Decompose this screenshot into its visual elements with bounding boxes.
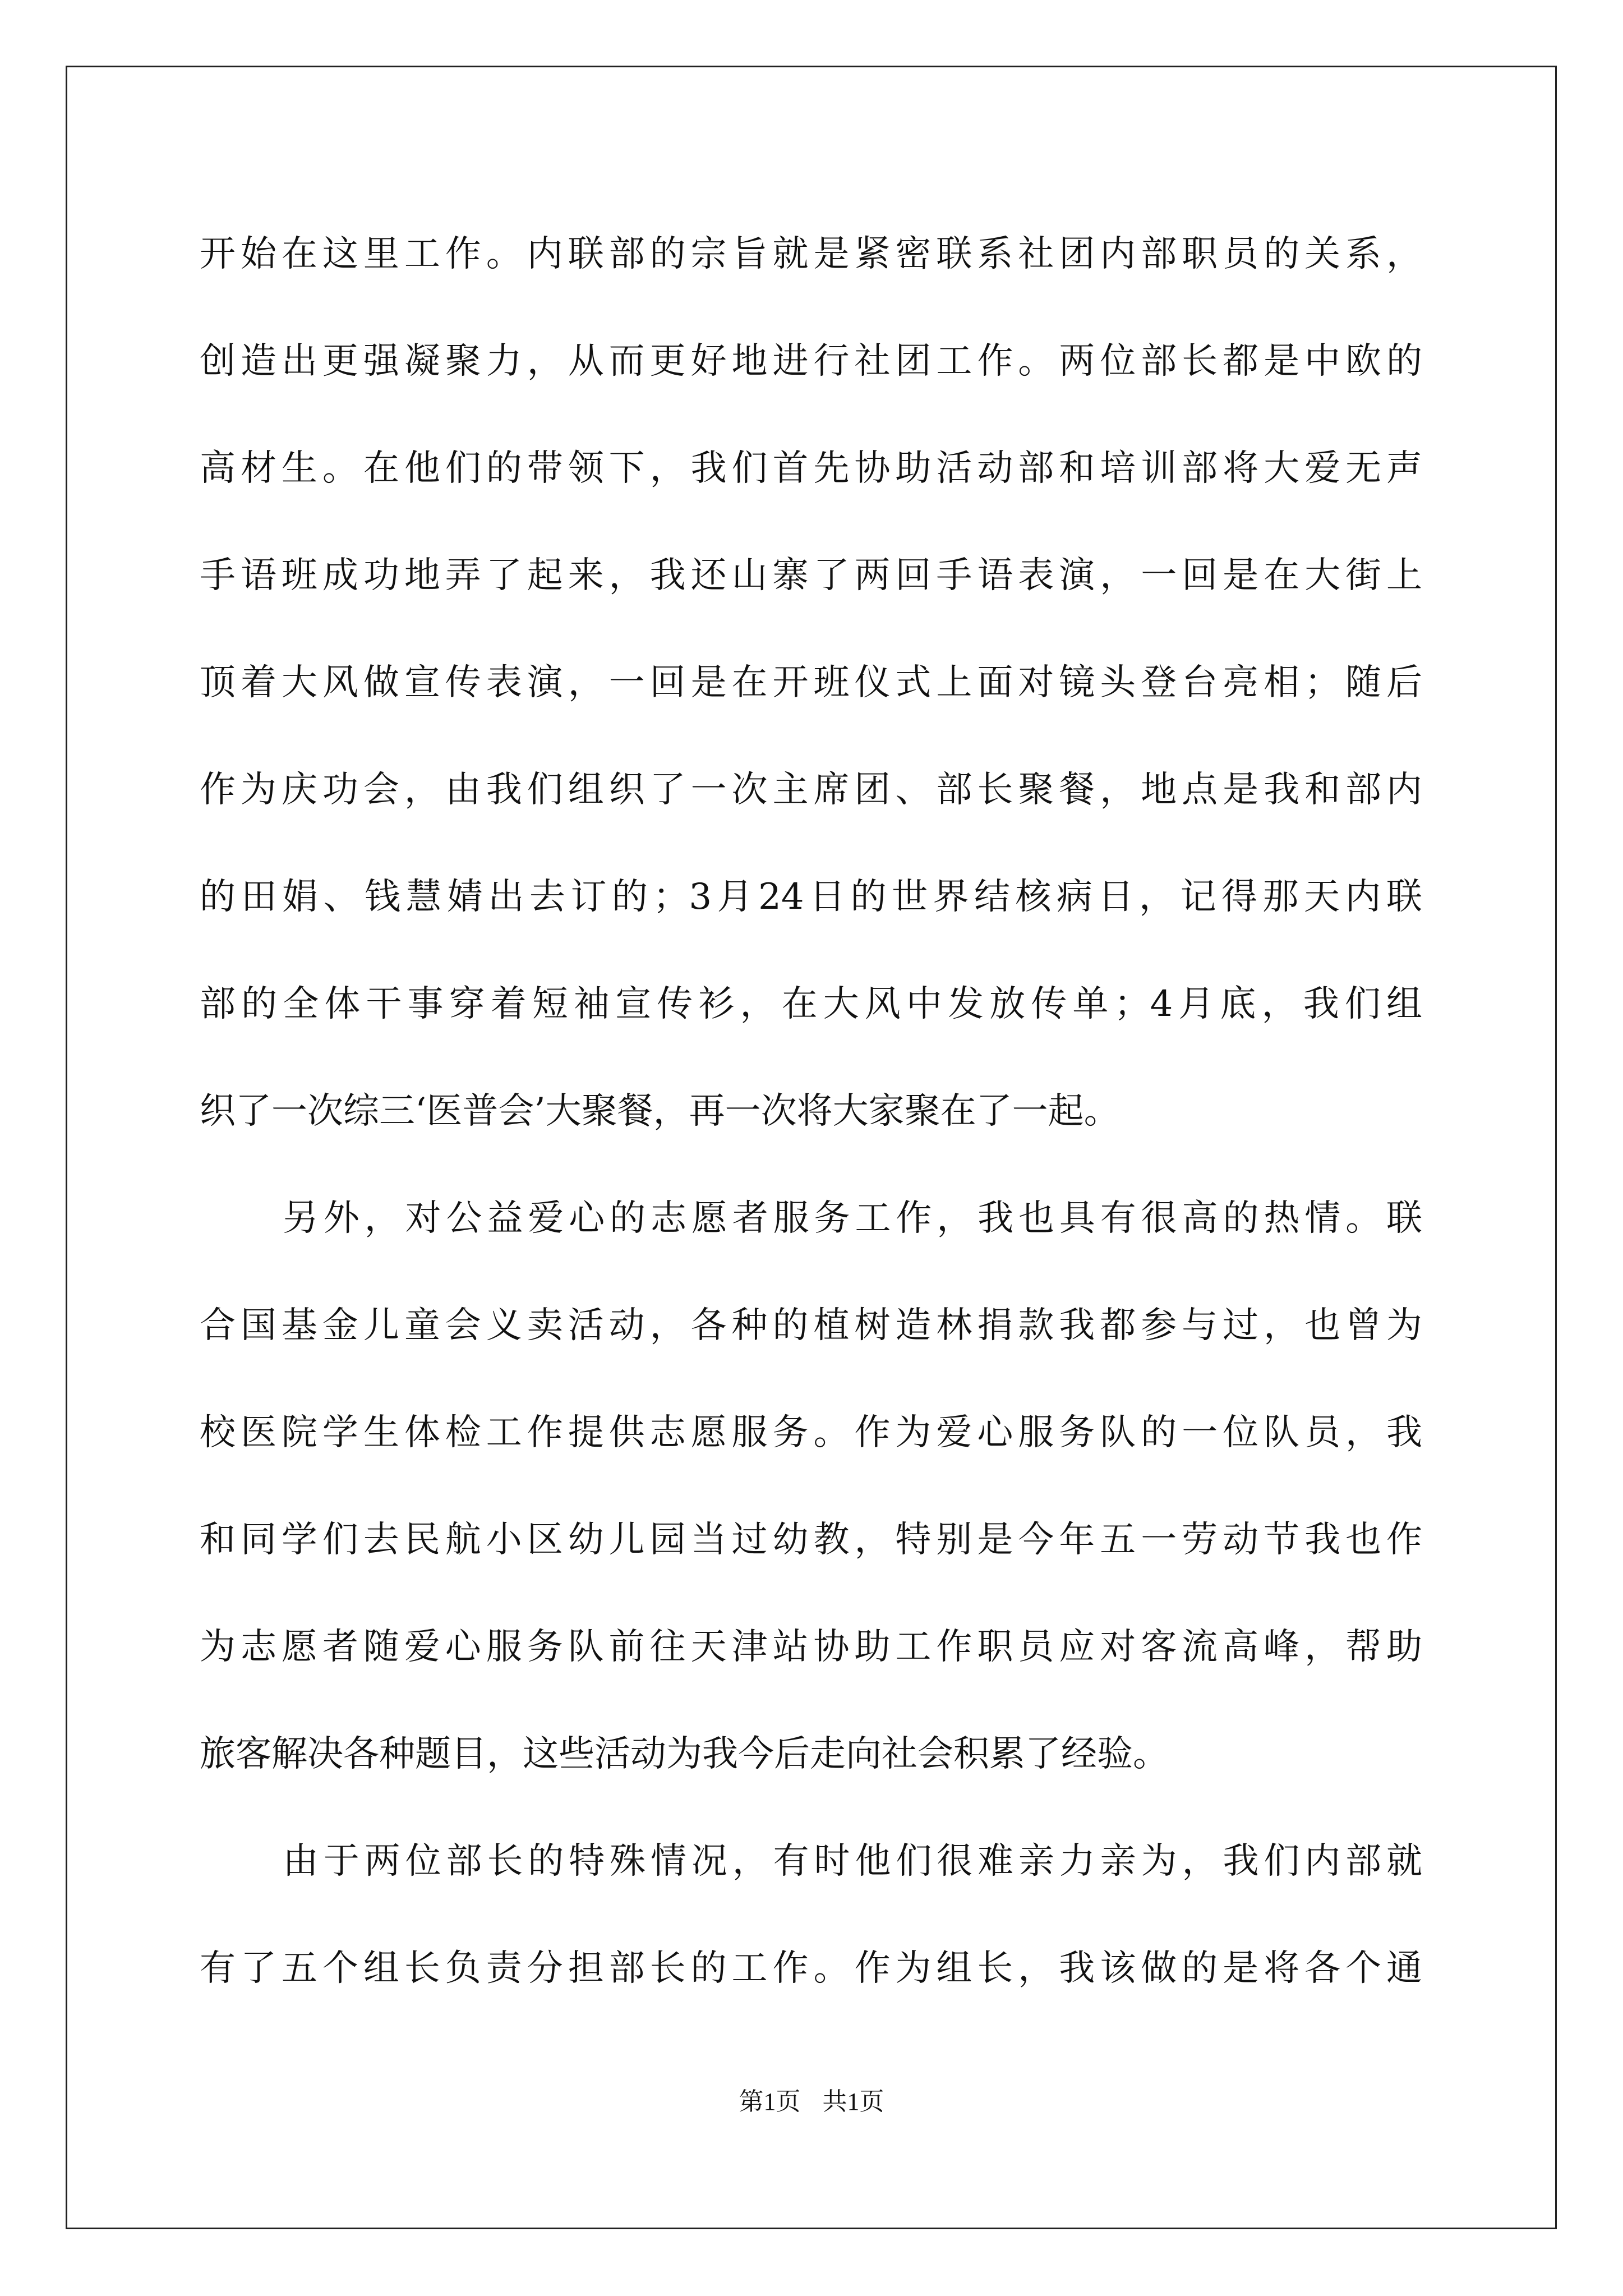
text-line: 织了一次综三‘医普会’大聚餐，再一次将大家聚在了一起。	[200, 1091, 1120, 1132]
text-line: 手语班成功地弄了起来，我还山寨了两回手语表演，一回是在大街上	[200, 555, 1422, 596]
text-line: 为志愿者随爱心服务队前往天津站协助工作职员应对客流高峰，帮助	[200, 1626, 1422, 1668]
text-line: 作为庆功会，由我们组织了一次主席团、部长聚餐，地点是我和部内	[200, 769, 1422, 811]
text-line: 顶着大风做宣传表演，一回是在开班仪式上面对镜头登台亮相；随后	[200, 662, 1422, 703]
page-number: 第1页	[739, 2088, 801, 2115]
text-line: 和同学们去民航小区幼儿园当过幼教，特别是今年五一劳动节我也作	[200, 1519, 1422, 1561]
text-line: 部的全体干事穿着短袖宣传衫，在大风中发放传单；4月底，我们组	[200, 983, 1422, 1025]
paragraph-start-line: 另外，对公益爱心的志愿者服务工作，我也具有很高的热情。联	[283, 1198, 1422, 1239]
text-line: 有了五个组长负责分担部长的工作。作为组长，我该做的是将各个通	[200, 1948, 1422, 1989]
page-footer	[0, 2081, 1623, 2117]
text-line: 的田娟、钱慧婧出去订的；3月24日的世界结核病日，记得那天内联	[200, 876, 1422, 918]
document-body	[200, 201, 1422, 2022]
text-line: 合国基金儿童会义卖活动，各种的植树造林捐款我都参与过，也曾为	[200, 1305, 1422, 1346]
text-line: 创造出更强凝聚力，从而更好地进行社团工作。两位部长都是中欧的	[200, 341, 1422, 382]
paragraph-start-line: 由于两位部长的特殊情况，有时他们很难亲力亲为，我们内部就	[283, 1841, 1422, 1882]
text-line: 开始在这里工作。内联部的宗旨就是紧密联系社团内部职员的关系，	[200, 233, 1422, 275]
page-total: 共1页	[822, 2088, 884, 2115]
text-line: 旅客解决各种题目，这些活动为我今后走向社会积累了经验。	[200, 1733, 1169, 1775]
text-line: 高材生。在他们的带领下，我们首先协助活动部和培训部将大爱无声	[200, 448, 1422, 489]
text-line: 校医院学生体检工作提供志愿服务。作为爱心服务队的一位队员，我	[200, 1412, 1422, 1453]
